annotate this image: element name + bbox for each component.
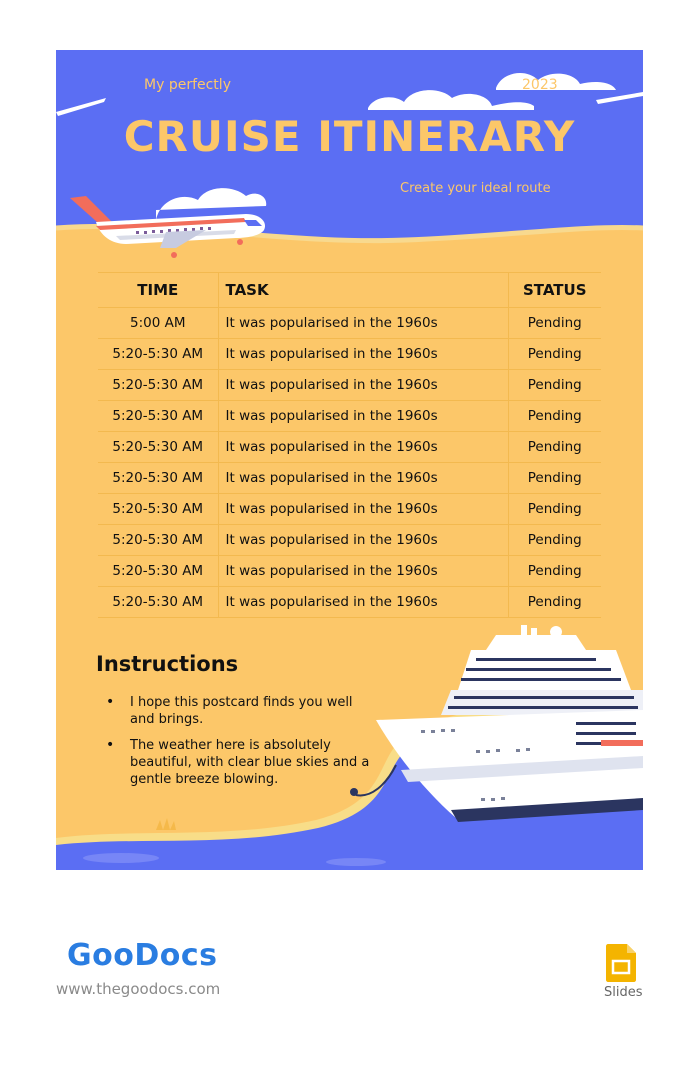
itinerary-table [98,272,601,618]
cell-status: Pending [508,587,601,618]
cell-status: Pending [508,556,601,587]
cell-task: It was popularised in the 1960s [218,525,508,556]
cell-task: It was popularised in the 1960s [218,556,508,587]
cell-task: It was popularised in the 1960s [218,494,508,525]
cell-task: It was popularised in the 1960s [218,463,508,494]
list-item: • The weather here is absolutely beautiful, with clear blue skies and a gentle breeze blowing. [130,737,375,788]
table-row [98,401,601,432]
poster-subtitle: My perfectly [144,77,231,93]
cell-status: Pending [508,401,601,432]
cell-time: 5:00 AM [98,308,218,339]
cell-time: 5:20-5:30 AM [98,463,218,494]
cell-status: Pending [508,432,601,463]
table-row [98,370,601,401]
table-row [98,494,601,525]
cell-task: It was popularised in the 1960s [218,339,508,370]
cell-status: Pending [508,463,601,494]
instructions-list [130,694,375,797]
cell-status: Pending [508,339,601,370]
slides-label: Slides [604,985,643,1000]
poster-year: 2023 [522,77,558,93]
cell-status: Pending [508,370,601,401]
slides-icon[interactable] [606,944,636,982]
cell-time: 5:20-5:30 AM [98,370,218,401]
cell-time: 5:20-5:30 AM [98,587,218,618]
table-row [98,463,601,494]
cell-status: Pending [508,308,601,339]
header-task: TASK [218,273,508,308]
list-item: • I hope this postcard finds you well and brings. [130,694,375,728]
table-row [98,432,601,463]
cell-status: Pending [508,494,601,525]
cell-task: It was popularised in the 1960s [218,370,508,401]
footer-url-link[interactable]: www.thegoodocs.com [56,980,221,998]
cell-time: 5:20-5:30 AM [98,525,218,556]
cell-task: It was popularised in the 1960s [218,401,508,432]
goodocs-logo[interactable]: GooDocs [67,938,218,973]
header-time: TIME [98,273,218,308]
itinerary-poster [56,50,643,870]
cell-time: 5:20-5:30 AM [98,556,218,587]
table-row [98,525,601,556]
cell-task: It was popularised in the 1960s [218,432,508,463]
cell-task: It was popularised in the 1960s [218,308,508,339]
table-row [98,308,601,339]
cell-time: 5:20-5:30 AM [98,401,218,432]
cell-time: 5:20-5:30 AM [98,494,218,525]
cell-task: It was popularised in the 1960s [218,587,508,618]
poster-tagline: Create your ideal route [400,181,551,196]
table-header-row [98,273,601,308]
page-title: CRUISE ITINERARY [123,112,576,161]
instructions-title: Instructions [96,652,239,676]
table-row [98,556,601,587]
cell-status: Pending [508,525,601,556]
cell-time: 5:20-5:30 AM [98,339,218,370]
header-status: STATUS [508,273,601,308]
cell-time: 5:20-5:30 AM [98,432,218,463]
table-row [98,339,601,370]
cloud-icon [368,73,616,110]
table-row [98,587,601,618]
